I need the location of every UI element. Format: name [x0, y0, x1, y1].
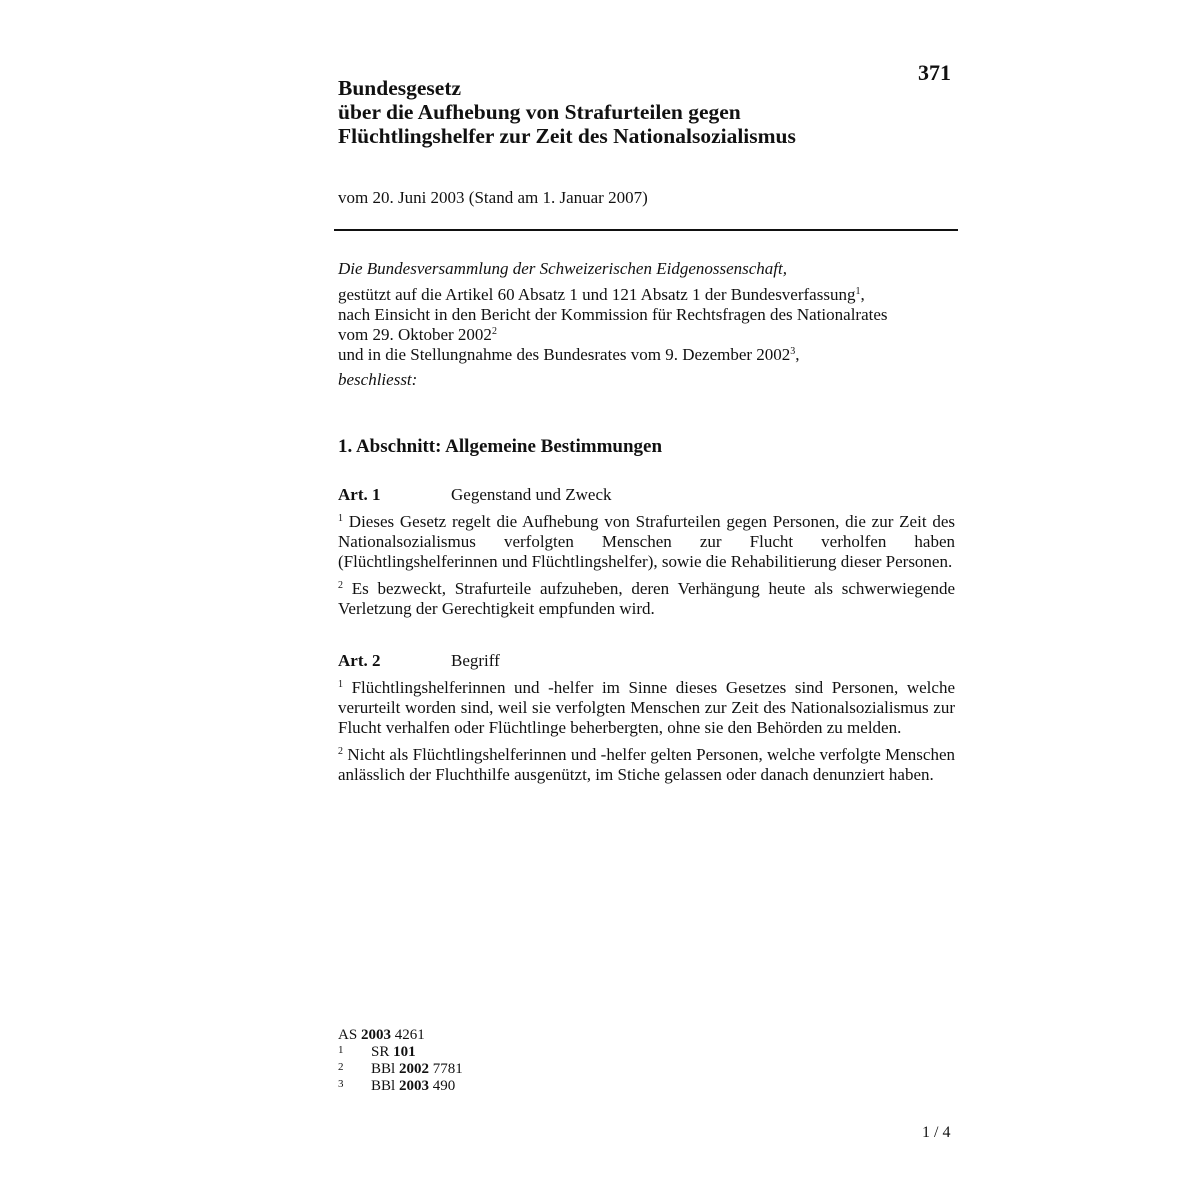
article-1: [338, 485, 955, 626]
article-number: Art. 1: [338, 485, 381, 504]
page-number: 1 / 4: [922, 1124, 951, 1141]
footnote-ref: 3: [790, 346, 796, 357]
article-number: Art. 2: [338, 651, 381, 670]
paragraph-number: 1: [338, 679, 343, 690]
footnote-number: 2: [338, 1061, 344, 1073]
footnote-number: 3: [338, 1078, 344, 1090]
as-page: 4261: [394, 1027, 425, 1043]
article-paragraph: [338, 579, 955, 619]
footnote-prefix: BBl: [371, 1078, 396, 1094]
footnote-ref: 1: [855, 286, 861, 297]
title-line: über die Aufhebung von Strafurteilen gegen: [338, 100, 741, 124]
article-paragraph: [338, 678, 955, 738]
article-2: [338, 651, 955, 792]
footnote-text: [371, 1044, 416, 1061]
footnote-bold: 101: [393, 1044, 416, 1060]
paragraph-text: Flüchtlingshelferinnen und -helfer im Sinne dieses Gesetzes sind Personen, welche verurteilt worden sind, weil sie verfolgten Menschen zur Zeit des Nationalsozialismus zur Flucht verhalfen oder Flüchtlinge beherbergten, ohne sie den Behörden zu melden.: [338, 678, 955, 737]
footnote-text: [371, 1078, 455, 1095]
date-line: vom 20. Juni 2003 (Stand am 1. Januar 2007): [338, 188, 648, 207]
section-heading: 1. Abschnitt: Allgemeine Bestimmungen: [338, 436, 663, 457]
preamble-text: vom 29. Oktober 2002: [338, 325, 492, 344]
footnote-bold: 2002: [398, 1061, 429, 1077]
title-line: Flüchtlingshelfer zur Zeit des Nationalsozialismus: [338, 124, 796, 148]
article-title: Gegenstand und Zweck: [451, 485, 612, 504]
footnote-ref: 2: [491, 326, 497, 337]
paragraph-number: 1: [338, 513, 343, 524]
paragraph-number: 2: [338, 746, 343, 757]
footnote-prefix: BBl: [371, 1061, 396, 1077]
official-collection-ref: [338, 1027, 463, 1044]
paragraph-text: Nicht als Flüchtlingshelferinnen und -helfer gelten Personen, welche verfolgte Menschen anlässlich der Fluchthilfe ausgenützt, im Stiche gelassen oder danach denunziert haben.: [338, 745, 956, 784]
article-header: [338, 651, 955, 671]
header-divider: [334, 229, 958, 231]
footnote-number: 1: [338, 1044, 344, 1056]
as-year: 2003: [360, 1027, 391, 1043]
footnote-item: [338, 1044, 463, 1061]
as-prefix: AS: [338, 1027, 358, 1043]
footnote-text: [371, 1061, 463, 1078]
article-paragraph: [338, 512, 955, 572]
article-title: Begriff: [451, 651, 500, 670]
preamble-punct: ,: [860, 285, 865, 304]
footnotes: [338, 1027, 463, 1095]
preamble-line: [338, 325, 958, 345]
preamble-line: nach Einsicht in den Bericht der Kommission für Rechtsfragen des Nationalrates: [338, 305, 888, 324]
footnote-rest: 7781: [432, 1061, 463, 1077]
preamble-punct: ,: [795, 345, 800, 364]
preamble: [338, 259, 958, 390]
title-line: Bundesgesetz: [338, 76, 462, 100]
preamble-line: [338, 285, 958, 305]
law-title: [338, 76, 938, 148]
preamble-text: und in die Stellungnahme des Bundesrates vom 9. Dezember 2002: [338, 345, 791, 364]
footnote-prefix: SR: [371, 1044, 390, 1060]
paragraph-text: Es bezweckt, Strafurteile aufzuheben, deren Verhängung heute als schwerwiegende Verletzung der Gerechtigkeit empfunden wird.: [338, 579, 956, 618]
footnote-bold: 2003: [398, 1078, 429, 1094]
article-paragraph: [338, 745, 955, 785]
footnote-item: [338, 1078, 463, 1095]
paragraph-text: Dieses Gesetz regelt die Aufhebung von Strafurteilen gegen Personen, die zur Zeit des Nationalsozialismus verfolgten Menschen zur Flucht verholfen haben (Flüchtlingshelferinnen und Flüchtlingshelfer), sowie die Rehabilitierung dieser Personen.: [338, 512, 956, 571]
preamble-intro: Die Bundesversammlung der Schweizerischen Eidgenossenschaft,: [338, 259, 787, 278]
preamble-line: [338, 345, 958, 365]
preamble-resolves: beschliesst:: [338, 370, 418, 389]
sr-number: 371: [918, 60, 951, 85]
footnote-rest: 490: [432, 1078, 456, 1094]
article-header: [338, 485, 955, 505]
paragraph-number: 2: [338, 580, 343, 591]
footnote-item: [338, 1061, 463, 1078]
preamble-text: gestützt auf die Artikel 60 Absatz 1 und 121 Absatz 1 der Bundesverfassung: [338, 285, 856, 304]
